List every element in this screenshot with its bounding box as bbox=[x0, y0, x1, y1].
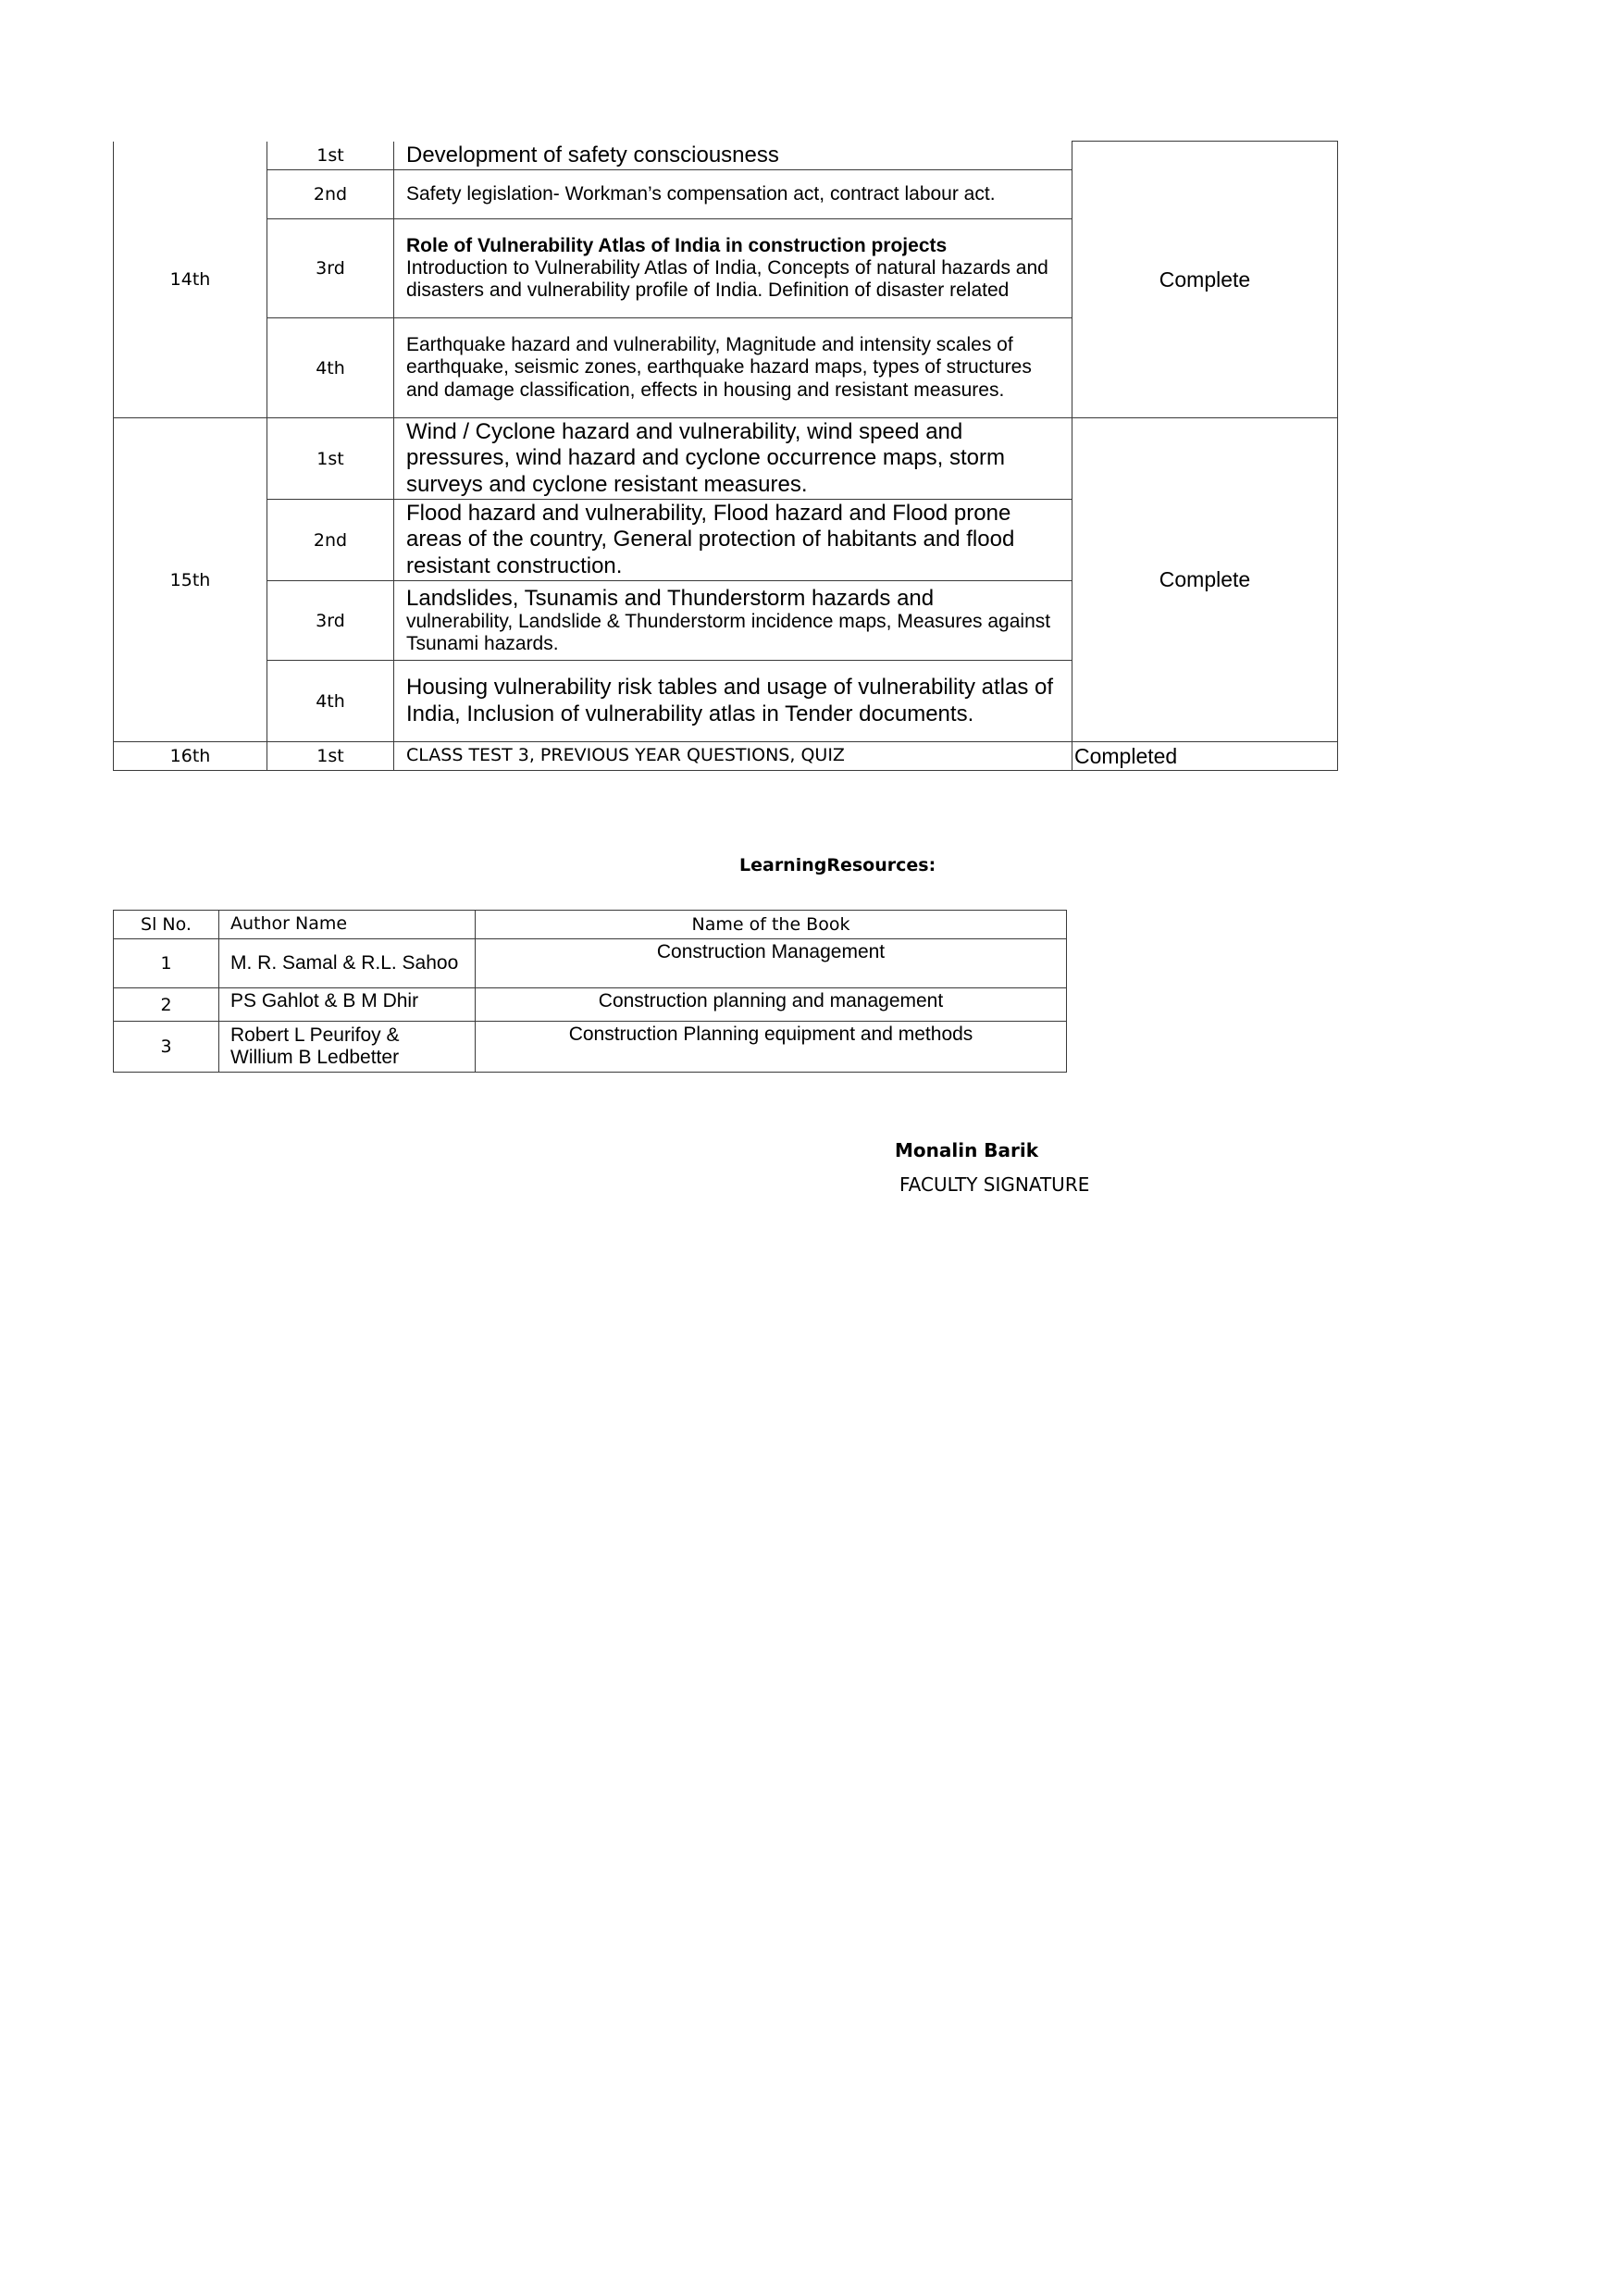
status-cell: Complete bbox=[1072, 142, 1338, 418]
table-header-row bbox=[114, 911, 1067, 939]
sl-cell: 2 bbox=[114, 988, 219, 1022]
day-cell: 1st bbox=[267, 142, 394, 170]
topic-text-large: Landslides, Tsunamis and Thunderstorm hazards and bbox=[406, 585, 935, 611]
day-cell: 4th bbox=[267, 318, 394, 418]
topic-cell bbox=[394, 219, 1072, 318]
sl-cell: 3 bbox=[114, 1022, 219, 1073]
day-cell: 1st bbox=[267, 418, 394, 500]
table-row bbox=[114, 142, 1338, 170]
table-row bbox=[114, 742, 1338, 771]
author-cell: Robert L Peurifoy & Willium B Ledbetter bbox=[219, 1022, 476, 1073]
author-cell: PS Gahlot & B M Dhir bbox=[219, 988, 476, 1022]
sl-cell: 1 bbox=[114, 939, 219, 988]
learning-resources-table bbox=[113, 910, 1067, 1073]
header-author: Author Name bbox=[219, 911, 476, 939]
day-cell: 1st bbox=[267, 742, 394, 771]
topic-cell: Flood hazard and vulnerability, Flood hazard and Flood prone areas of the country, General protection of habitants and flood resistant construction. bbox=[394, 500, 1072, 581]
table-row bbox=[114, 418, 1338, 500]
topic-cell: Safety legislation- Workman’s compensation act, contract labour act. bbox=[394, 170, 1072, 219]
table-row bbox=[114, 1022, 1067, 1073]
topic-cell: Wind / Cyclone hazard and vulnerability, wind speed and pressures, wind hazard and cyclone occurrence maps, storm surveys and cyclone resistant measures. bbox=[394, 418, 1072, 500]
week-cell: 16th bbox=[114, 742, 267, 771]
status-cell: Completed bbox=[1072, 742, 1338, 771]
week-cell: 15th bbox=[114, 418, 267, 742]
status-cell: Complete bbox=[1072, 418, 1338, 742]
week-cell: 14th bbox=[114, 142, 267, 418]
book-cell: Construction planning and management bbox=[476, 988, 1067, 1022]
topic-heading: Role of Vulnerability Atlas of India in construction projects bbox=[406, 234, 948, 256]
table-row bbox=[114, 939, 1067, 988]
day-cell: 3rd bbox=[267, 219, 394, 318]
topic-text: vulnerability, Landslide & Thunderstorm incidence maps, Measures against Tsunami hazards. bbox=[406, 611, 1051, 655]
day-cell: 3rd bbox=[267, 581, 394, 661]
topic-cell: Earthquake hazard and vulnerability, Magnitude and intensity scales of earthquake, seismic zones, earthquake hazard maps, types of structures and damage classification, effects in housing and resistant measures. bbox=[394, 318, 1072, 418]
topic-cell: Housing vulnerability risk tables and usage of vulnerability atlas of India, Inclusion of vulnerability atlas in Tender documents. bbox=[394, 661, 1072, 742]
header-book: Name of the Book bbox=[476, 911, 1067, 939]
topic-cell: CLASS TEST 3, PREVIOUS YEAR QUESTIONS, QUIZ bbox=[394, 742, 1072, 771]
faculty-name: Monalin Barik bbox=[895, 1139, 1039, 1161]
day-cell: 2nd bbox=[267, 170, 394, 219]
author-cell: M. R. Samal & R.L. Sahoo bbox=[219, 939, 476, 988]
topic-text: Introduction to Vulnerability Atlas of India, Concepts of natural hazards and disasters and vulnerability profile of India. Definition of disaster related bbox=[406, 256, 1048, 302]
faculty-signature-label: FACULTY SIGNATURE bbox=[899, 1173, 1090, 1196]
day-cell: 4th bbox=[267, 661, 394, 742]
table-row bbox=[114, 988, 1067, 1022]
book-cell: Construction Planning equipment and methods bbox=[476, 1022, 1067, 1073]
book-cell: Construction Management bbox=[476, 939, 1067, 988]
header-sl-no: Sl No. bbox=[114, 911, 219, 939]
topic-cell: Development of safety consciousness bbox=[394, 142, 1072, 170]
learning-resources-title: LearningResources: bbox=[739, 855, 936, 875]
day-cell: 2nd bbox=[267, 500, 394, 581]
lesson-plan-table bbox=[113, 141, 1338, 771]
topic-cell bbox=[394, 581, 1072, 661]
